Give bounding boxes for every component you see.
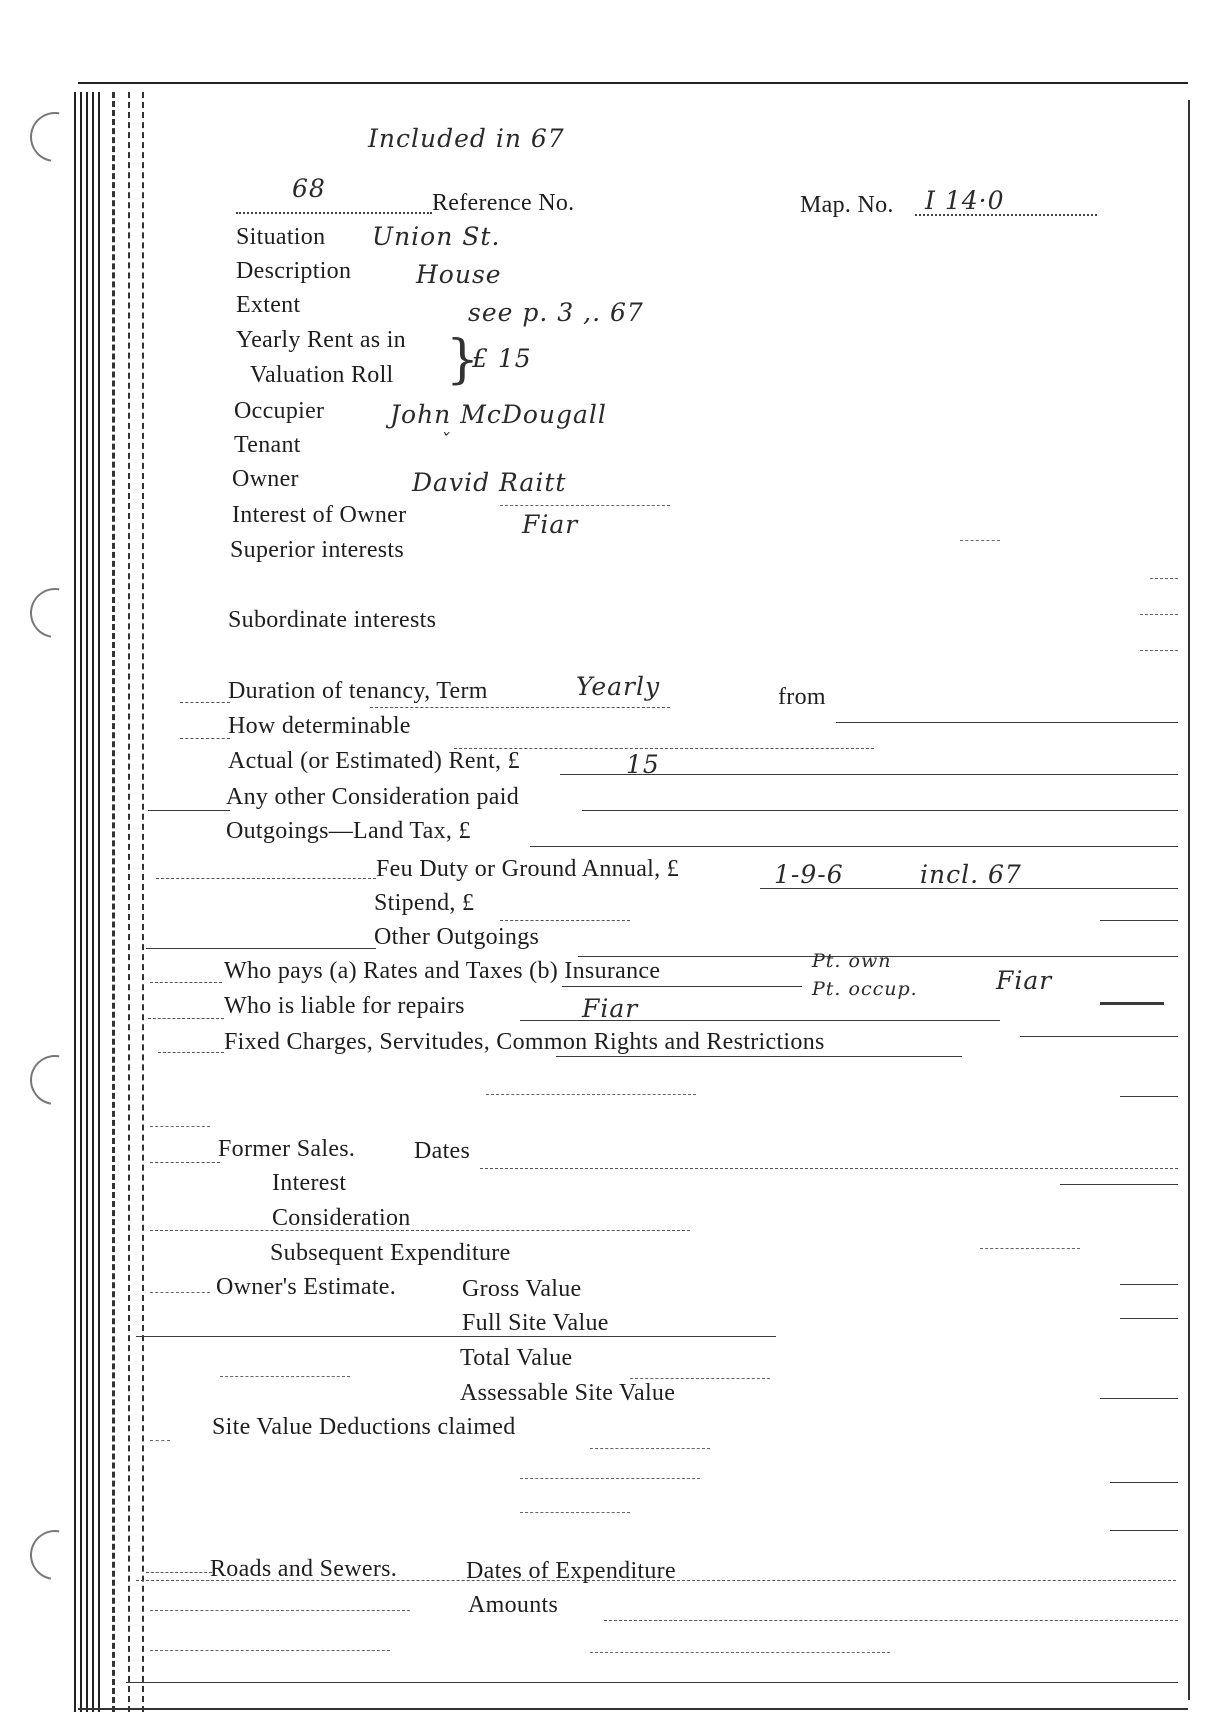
total-value-label: Total Value	[460, 1345, 573, 1371]
bottom-page-edge	[78, 1708, 1188, 1710]
stipend-label: Stipend, £	[374, 890, 475, 916]
feu-duty-value: 1-9-6	[774, 860, 844, 889]
who-pays-a-line-1: Pt. own	[812, 950, 892, 972]
annotation-included: Included in 67	[368, 124, 565, 153]
feu-duty-note: incl. 67	[920, 860, 1022, 889]
subsequent-expenditure-label: Subsequent Expenditure	[270, 1240, 511, 1266]
subordinate-interests-label: Subordinate interests	[228, 607, 437, 633]
situation-value: Union St.	[372, 222, 501, 251]
outgoings-label: Outgoings—Land Tax, £	[226, 818, 471, 844]
extent-label: Extent	[236, 292, 301, 318]
full-site-value-label: Full Site Value	[462, 1310, 609, 1336]
description-value: House	[416, 260, 502, 289]
right-page-edge	[1188, 100, 1190, 1700]
owners-estimate-label: Owner's Estimate.	[216, 1274, 397, 1300]
who-pays-a-line-2: Pt. occup.	[812, 978, 918, 1000]
description-label: Description	[236, 258, 352, 284]
extent-value: see p. 3 ,. 67	[468, 298, 644, 327]
top-page-edge	[78, 82, 1188, 84]
owner-label: Owner	[232, 466, 299, 492]
occupier-label: Occupier	[234, 398, 325, 424]
superior-interests-label: Superior interests	[230, 537, 405, 563]
other-outgoings-label: Other Outgoings	[374, 924, 540, 950]
interest-of-owner-value: Fiar	[522, 510, 579, 539]
how-determinable-label: How determinable	[228, 713, 411, 739]
owner-value: David Raitt	[412, 468, 567, 497]
yearly-rent-value: £ 15	[472, 344, 532, 373]
assessable-site-value-label: Assessable Site Value	[460, 1380, 676, 1406]
reference-label: Reference No.	[432, 190, 575, 216]
actual-rent-label: Actual (or Estimated) Rent, £	[228, 748, 520, 774]
brace-mark: }	[446, 330, 480, 390]
roads-sewers-amounts-label: Amounts	[468, 1592, 559, 1618]
duration-from-label: from	[778, 684, 826, 710]
map-number: I 14·0	[925, 186, 1005, 215]
duration-value: Yearly	[576, 672, 661, 701]
yearly-rent-label-2: Valuation Roll	[250, 362, 394, 388]
duration-label: Duration of tenancy, Term	[228, 678, 488, 704]
former-sales-dates-label: Dates	[414, 1138, 471, 1164]
fixed-charges-label: Fixed Charges, Servitudes, Common Rights and Restrictions	[224, 1029, 825, 1055]
occupier-value: John McDougall	[390, 400, 607, 429]
page-binding-edge	[70, 92, 160, 1712]
tenant-label: Tenant	[234, 432, 301, 458]
situation-label: Situation	[236, 224, 326, 250]
roads-sewers-label: Roads and Sewers.	[210, 1556, 398, 1582]
map-label: Map. No.	[800, 192, 894, 218]
feu-duty-label: Feu Duty or Ground Annual, £	[376, 856, 680, 882]
reference-dotted-line	[236, 212, 432, 214]
who-pays-b-value: Fiar	[996, 966, 1053, 995]
who-pays-label: Who pays (a) Rates and Taxes (b) Insurance	[224, 958, 661, 984]
tenant-ditto-mark: ˇ	[440, 430, 451, 452]
former-sales-consideration-label: Consideration	[272, 1205, 411, 1231]
roads-sewers-dates-label: Dates of Expenditure	[466, 1558, 676, 1584]
repairs-value: Fiar	[582, 994, 639, 1023]
site-value-deductions-label: Site Value Deductions claimed	[212, 1414, 516, 1440]
gross-value-label: Gross Value	[462, 1276, 582, 1302]
actual-rent-value: 15	[626, 750, 660, 779]
reference-number: 68	[292, 174, 326, 203]
former-sales-label: Former Sales.	[218, 1136, 356, 1162]
repairs-label: Who is liable for repairs	[224, 993, 465, 1019]
other-consideration-label: Any other Consideration paid	[226, 784, 520, 810]
interest-of-owner-label: Interest of Owner	[232, 502, 407, 528]
yearly-rent-label-1: Yearly Rent as in	[236, 327, 406, 353]
former-sales-interest-label: Interest	[272, 1170, 347, 1196]
